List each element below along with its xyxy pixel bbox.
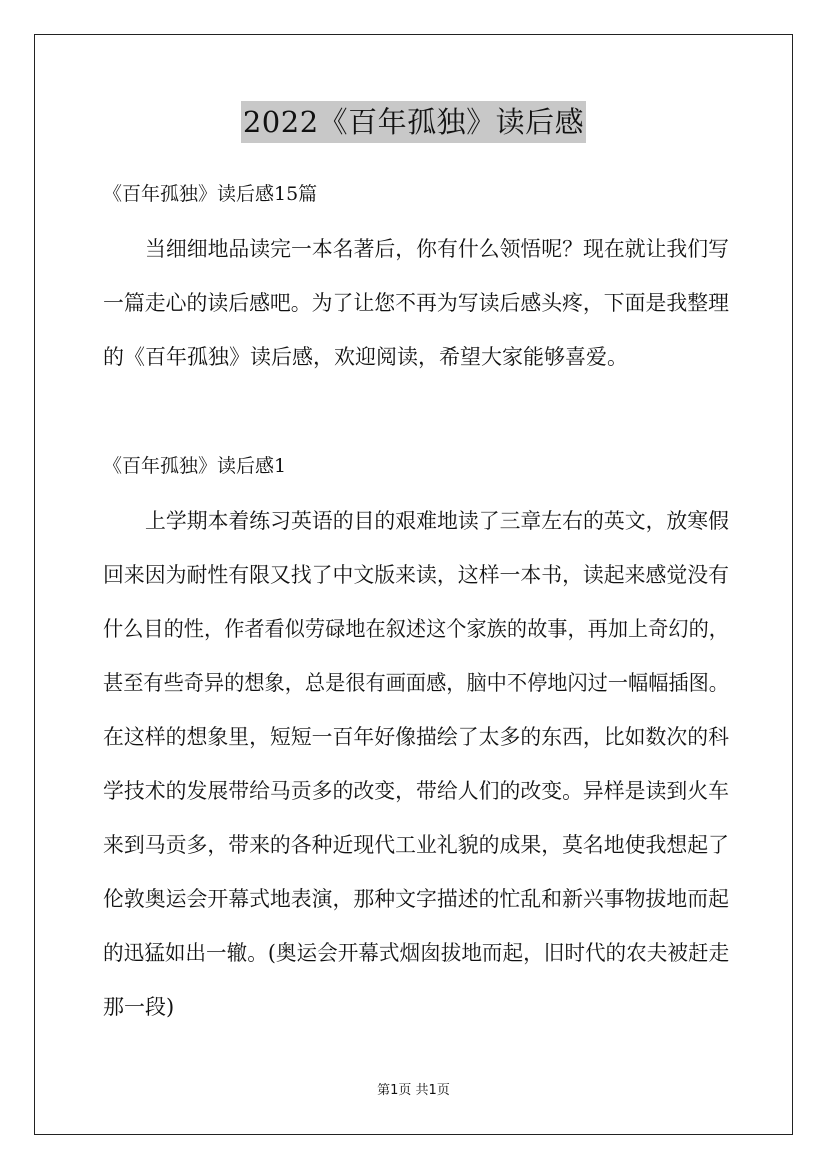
intro-line: 一篇走心的读后感吧。为了让您不再为写读后感头疼，下面是我整理 [103,291,729,315]
body-line: 的迅猛如出一辙。(奥运会开幕式烟囱拔地而起，旧时代的农夫被赶走 [103,941,730,965]
body-line: 来到马贡多，带来的各种近现代工业礼貌的成果，莫名地使我想起了 [103,833,729,857]
intro-line: 的《百年孤独》读后感，欢迎阅读，希望大家能够喜爱。 [103,345,628,369]
body-line: 上学期本着练习英语的目的艰难地读了三章左右的英文，放寒假 [145,509,729,533]
page-footer: 第1页 共1页 [377,1083,450,1098]
document-subtitle: 《百年孤独》读后感15篇 [103,183,318,205]
body-line: 学技术的发展带给马贡多的改变，带给人们的改变。异样是读到火车 [103,779,729,803]
title-container [0,101,827,143]
body-line: 回来因为耐性有限又找了中文版来读，这样一本书，读起来感觉没有 [103,563,729,587]
body-line: 在这样的想象里，短短一百年好像描绘了太多的东西，比如数次的科 [103,725,729,749]
body-line: 伦敦奥运会开幕式地表演，那种文字描述的忙乱和新兴事物拔地而起 [103,887,729,911]
body-line: 什么目的性，作者看似劳碌地在叙述这个家族的故事，再加上奇幻的， [103,617,729,641]
document-title: 2022《百年孤独》读后感 [241,101,586,143]
body-line: 那一段) [103,995,175,1019]
intro-line: 当细细地品读完一本名著后，你有什么领悟呢？现在就让我们写 [145,237,729,261]
body-line: 甚至有些奇异的想象，总是很有画面感，脑中不停地闪过一幅幅插图。 [103,671,729,695]
section-heading: 《百年孤独》读后感1 [103,455,287,477]
